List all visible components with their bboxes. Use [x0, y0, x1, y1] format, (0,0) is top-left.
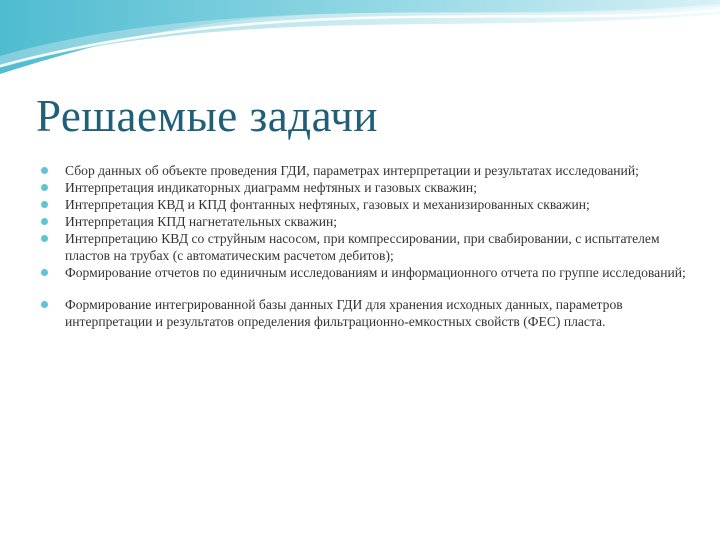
list-item-text: Формирование интегрированной базы данных ГДИ для хранения исходных данных, параметров интерпретации и результатов определения фильтрационно-емкостных свойств (ФЕС) пласта.: [65, 297, 623, 329]
bullet-icon: [41, 301, 48, 308]
list-item-text: Интерпретация КПД нагнетательных скважин;: [65, 214, 338, 229]
slide-title: Решаемые задачи: [36, 91, 378, 141]
list-item-text: Сбор данных об объекте проведения ГДИ, параметрах интерпретации и результатах исследований;: [65, 163, 639, 178]
list-item-text: Формирование отчетов по единичным исследованиям и информационного отчета по группе исследований;: [65, 265, 686, 280]
list-item: [40, 213, 690, 230]
task-list: [40, 162, 690, 330]
bullet-icon: [41, 269, 48, 276]
bullet-icon: [41, 167, 48, 174]
list-item-text: Интерпретацию КВД со струйным насосом, при компрессировании, при свабировании, с испытателем пластов на трубах (с автоматическим расчетом дебитов);: [65, 231, 660, 263]
list-item: [40, 264, 690, 281]
list-item: [40, 162, 690, 179]
bullet-icon: [41, 201, 48, 208]
bullet-icon: [41, 184, 48, 191]
list-item: [40, 296, 690, 330]
list-item: [40, 230, 690, 264]
header-wave-decoration: [0, 0, 720, 80]
list-item-text: Интерпретация КВД и КПД фонтанных нефтяных, газовых и механизированных скважин;: [65, 197, 590, 212]
bullet-icon: [41, 235, 48, 242]
list-item: [40, 196, 690, 213]
bullet-icon: [41, 218, 48, 225]
list-item-text: Интерпретация индикаторных диаграмм нефтяных и газовых скважин;: [65, 180, 477, 195]
list-item: [40, 179, 690, 196]
